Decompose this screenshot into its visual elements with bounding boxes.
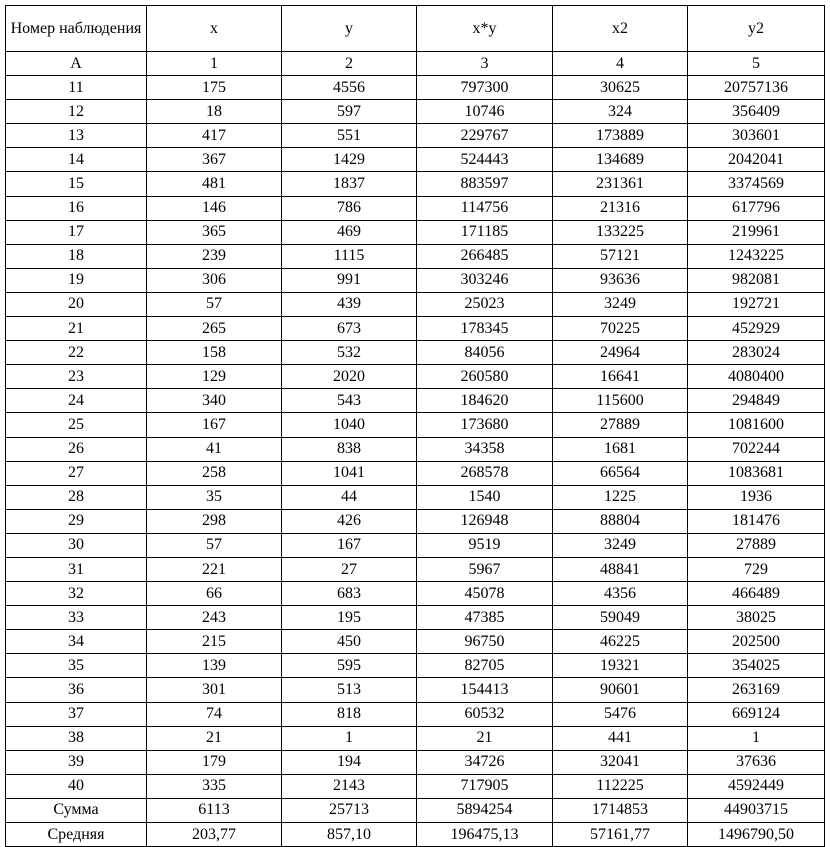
x2-cell: 1681 [553,437,688,461]
x-cell: 340 [147,389,282,413]
table-row [6,582,825,606]
observation-cell: 24 [6,389,147,413]
y2-cell: 192721 [688,292,825,316]
y2-cell: 669124 [688,702,825,726]
table-row [6,557,825,581]
y-cell: 1 [282,726,417,750]
xy-cell: 196475,13 [417,823,553,847]
y2-cell: 44903715 [688,798,825,822]
table-row [6,148,825,172]
header-y: y [282,6,417,52]
x-cell: 203,77 [147,823,282,847]
observation-cell: 21 [6,317,147,341]
y-cell: 450 [282,630,417,654]
x2-cell: 30625 [553,76,688,100]
x-cell: 158 [147,341,282,365]
table-head [6,6,825,76]
table-row [6,485,825,509]
table-row [6,389,825,413]
x2-cell: 112225 [553,774,688,798]
y-cell: 469 [282,220,417,244]
y-cell: 194 [282,750,417,774]
y2-cell: 617796 [688,196,825,220]
x2-cell: 133225 [553,220,688,244]
y-cell: 1115 [282,244,417,268]
observation-cell: 14 [6,148,147,172]
y2-cell: 1936 [688,485,825,509]
x2-cell: 70225 [553,317,688,341]
y-cell: 683 [282,582,417,606]
xy-cell: 84056 [417,341,553,365]
x-cell: 265 [147,317,282,341]
xy-cell: 797300 [417,76,553,100]
table-row [6,774,825,798]
table-row [6,606,825,630]
x2-cell: 4356 [553,582,688,606]
header-row [6,6,825,52]
observation-cell: 18 [6,244,147,268]
observation-cell: 23 [6,365,147,389]
observation-cell: 29 [6,509,147,533]
y-cell: 27 [282,557,417,581]
observation-cell: 17 [6,220,147,244]
y2-cell: 219961 [688,220,825,244]
y2-cell: 4080400 [688,365,825,389]
y2-cell: 38025 [688,606,825,630]
y-cell: 857,10 [282,823,417,847]
y2-cell: 37636 [688,750,825,774]
x2-cell: 59049 [553,606,688,630]
xy-cell: 96750 [417,630,553,654]
table-row [6,702,825,726]
x-cell: 129 [147,365,282,389]
column-index-cell: 3 [417,52,553,76]
x2-cell: 24964 [553,341,688,365]
x-cell: 139 [147,654,282,678]
x-cell: 215 [147,630,282,654]
header-xy: x*y [417,6,553,52]
header-x2: x2 [553,6,688,52]
table-row [6,341,825,365]
y2-cell: 3374569 [688,172,825,196]
table-row [6,317,825,341]
xy-cell: 21 [417,726,553,750]
x-cell: 57 [147,292,282,316]
x2-cell: 46225 [553,630,688,654]
observation-cell: 34 [6,630,147,654]
observation-cell: 25 [6,413,147,437]
xy-cell: 266485 [417,244,553,268]
column-index-cell: 2 [282,52,417,76]
y2-cell: 181476 [688,509,825,533]
xy-cell: 303246 [417,268,553,292]
y-cell: 595 [282,654,417,678]
xy-cell: 171185 [417,220,553,244]
y2-cell: 1 [688,726,825,750]
observation-cell: 11 [6,76,147,100]
y-cell: 532 [282,341,417,365]
observation-cell: Сумма [6,798,147,822]
observation-cell: 36 [6,678,147,702]
x2-cell: 134689 [553,148,688,172]
observations-table [5,5,825,847]
x2-cell: 27889 [553,413,688,437]
y2-cell: 4592449 [688,774,825,798]
column-index-cell: 5 [688,52,825,76]
x2-cell: 3249 [553,533,688,557]
x-cell: 57 [147,533,282,557]
observation-cell: 40 [6,774,147,798]
y2-cell: 1083681 [688,461,825,485]
observation-cell: 37 [6,702,147,726]
y-cell: 2143 [282,774,417,798]
x-cell: 258 [147,461,282,485]
x-cell: 74 [147,702,282,726]
observation-cell: 27 [6,461,147,485]
table-row [6,509,825,533]
xy-cell: 10746 [417,100,553,124]
x-cell: 367 [147,148,282,172]
xy-cell: 229767 [417,124,553,148]
y-cell: 426 [282,509,417,533]
table-row [6,172,825,196]
observation-cell: 33 [6,606,147,630]
x-cell: 35 [147,485,282,509]
xy-cell: 524443 [417,148,553,172]
observation-cell: 13 [6,124,147,148]
y2-cell: 356409 [688,100,825,124]
x-cell: 365 [147,220,282,244]
x2-cell: 57161,77 [553,823,688,847]
table-row [6,268,825,292]
table-row [6,292,825,316]
x-cell: 41 [147,437,282,461]
y2-cell: 27889 [688,533,825,557]
y2-cell: 294849 [688,389,825,413]
table-row [6,750,825,774]
x2-cell: 32041 [553,750,688,774]
y-cell: 991 [282,268,417,292]
y-cell: 838 [282,437,417,461]
y-cell: 513 [282,678,417,702]
header-x: x [147,6,282,52]
xy-cell: 717905 [417,774,553,798]
x2-cell: 441 [553,726,688,750]
table-row [6,220,825,244]
xy-cell: 173680 [417,413,553,437]
x2-cell: 90601 [553,678,688,702]
x2-cell: 324 [553,100,688,124]
column-index-cell: 1 [147,52,282,76]
x-cell: 167 [147,413,282,437]
observation-cell: 20 [6,292,147,316]
y-cell: 44 [282,485,417,509]
header-y2: y2 [688,6,825,52]
y2-cell: 729 [688,557,825,581]
xy-cell: 114756 [417,196,553,220]
xy-cell: 126948 [417,509,553,533]
x-cell: 221 [147,557,282,581]
observation-cell: 16 [6,196,147,220]
xy-cell: 25023 [417,292,553,316]
observation-cell: 38 [6,726,147,750]
sum-row [6,798,825,822]
table-row [6,413,825,437]
x-cell: 21 [147,726,282,750]
observation-cell: 26 [6,437,147,461]
column-index-cell: 4 [553,52,688,76]
table-row [6,461,825,485]
x-cell: 18 [147,100,282,124]
observation-cell: 30 [6,533,147,557]
table-row [6,100,825,124]
xy-cell: 60532 [417,702,553,726]
y-cell: 2020 [282,365,417,389]
column-index-row [6,52,825,76]
xy-cell: 178345 [417,317,553,341]
x2-cell: 5476 [553,702,688,726]
xy-cell: 5967 [417,557,553,581]
x2-cell: 1225 [553,485,688,509]
xy-cell: 268578 [417,461,553,485]
table-row [6,196,825,220]
mean-row [6,823,825,847]
y2-cell: 452929 [688,317,825,341]
x2-cell: 48841 [553,557,688,581]
observation-cell: 15 [6,172,147,196]
y-cell: 786 [282,196,417,220]
y2-cell: 1496790,50 [688,823,825,847]
xy-cell: 184620 [417,389,553,413]
y2-cell: 202500 [688,630,825,654]
table-body [6,76,825,847]
xy-cell: 47385 [417,606,553,630]
x-cell: 6113 [147,798,282,822]
x2-cell: 16641 [553,365,688,389]
xy-cell: 883597 [417,172,553,196]
y-cell: 1040 [282,413,417,437]
xy-cell: 9519 [417,533,553,557]
table-row [6,630,825,654]
y2-cell: 263169 [688,678,825,702]
xy-cell: 154413 [417,678,553,702]
observation-cell: 31 [6,557,147,581]
y2-cell: 1081600 [688,413,825,437]
table-row [6,76,825,100]
xy-cell: 82705 [417,654,553,678]
x-cell: 301 [147,678,282,702]
y2-cell: 303601 [688,124,825,148]
x-cell: 481 [147,172,282,196]
observation-cell: 19 [6,268,147,292]
table-row [6,726,825,750]
header-observation-number: Номер наблюдения [6,6,147,52]
x2-cell: 21316 [553,196,688,220]
column-index-cell: А [6,52,147,76]
y-cell: 597 [282,100,417,124]
x2-cell: 88804 [553,509,688,533]
y-cell: 167 [282,533,417,557]
y-cell: 25713 [282,798,417,822]
table-row [6,244,825,268]
x2-cell: 57121 [553,244,688,268]
y2-cell: 466489 [688,582,825,606]
observation-cell: 12 [6,100,147,124]
x2-cell: 1714853 [553,798,688,822]
x2-cell: 19321 [553,654,688,678]
x2-cell: 66564 [553,461,688,485]
x-cell: 306 [147,268,282,292]
y-cell: 1041 [282,461,417,485]
table-row [6,678,825,702]
y2-cell: 1243225 [688,244,825,268]
x2-cell: 115600 [553,389,688,413]
y-cell: 551 [282,124,417,148]
x2-cell: 93636 [553,268,688,292]
observation-cell: 22 [6,341,147,365]
table-row [6,437,825,461]
xy-cell: 34726 [417,750,553,774]
y-cell: 543 [282,389,417,413]
y2-cell: 2042041 [688,148,825,172]
x-cell: 335 [147,774,282,798]
table-row [6,654,825,678]
x-cell: 239 [147,244,282,268]
y2-cell: 20757136 [688,76,825,100]
observation-cell: 35 [6,654,147,678]
x2-cell: 231361 [553,172,688,196]
x-cell: 243 [147,606,282,630]
x-cell: 179 [147,750,282,774]
y-cell: 195 [282,606,417,630]
observation-cell: 39 [6,750,147,774]
xy-cell: 260580 [417,365,553,389]
x-cell: 175 [147,76,282,100]
y-cell: 818 [282,702,417,726]
table-row [6,365,825,389]
y-cell: 4556 [282,76,417,100]
x-cell: 66 [147,582,282,606]
observation-cell: 28 [6,485,147,509]
y-cell: 439 [282,292,417,316]
x-cell: 417 [147,124,282,148]
x-cell: 298 [147,509,282,533]
y2-cell: 354025 [688,654,825,678]
observation-cell: 32 [6,582,147,606]
y-cell: 1429 [282,148,417,172]
y-cell: 673 [282,317,417,341]
x2-cell: 3249 [553,292,688,316]
xy-cell: 34358 [417,437,553,461]
observation-cell: Средняя [6,823,147,847]
x2-cell: 173889 [553,124,688,148]
y2-cell: 702244 [688,437,825,461]
table-row [6,533,825,557]
table-row [6,124,825,148]
y2-cell: 283024 [688,341,825,365]
y-cell: 1837 [282,172,417,196]
y2-cell: 982081 [688,268,825,292]
x-cell: 146 [147,196,282,220]
xy-cell: 45078 [417,582,553,606]
xy-cell: 5894254 [417,798,553,822]
xy-cell: 1540 [417,485,553,509]
